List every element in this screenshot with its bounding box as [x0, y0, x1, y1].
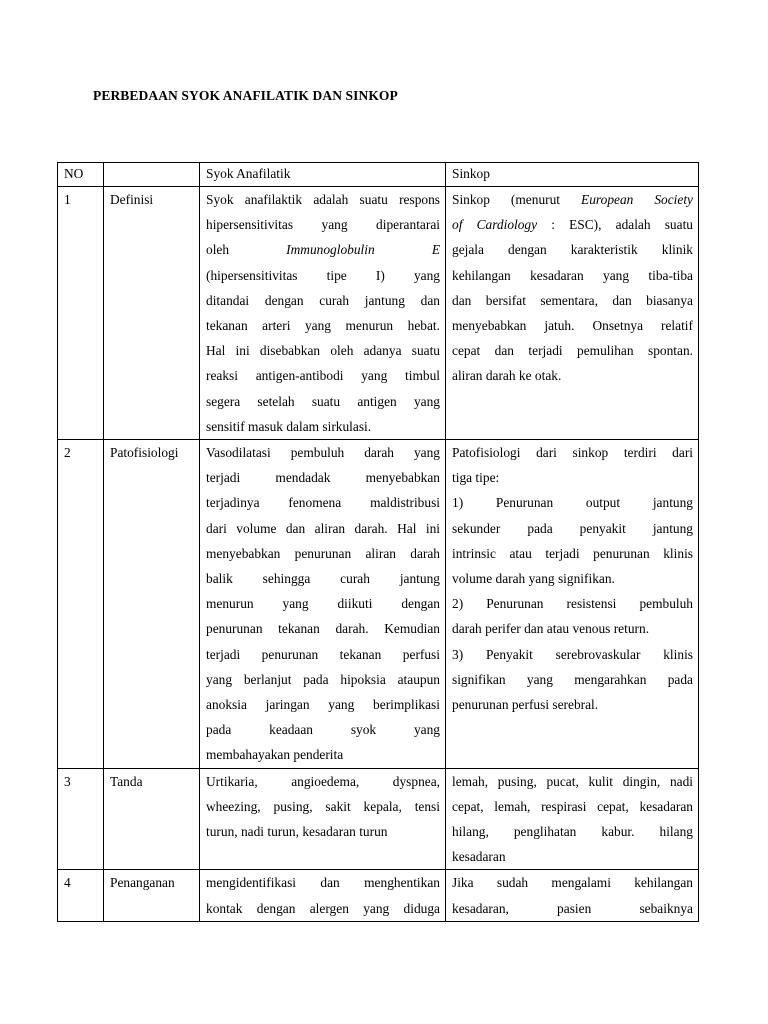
- cell-line: dan bersifat sementara, dan biasanya: [452, 292, 693, 308]
- cell-line: tiga tipe:: [452, 470, 500, 486]
- cell-line: hilang, penglihatan kabur. hilang: [452, 824, 693, 840]
- sinkop-cell: [446, 870, 699, 922]
- cell-line: pada keadaan syok yang: [206, 722, 440, 738]
- cell-line: terjadi penurunan tekanan perfusi: [206, 646, 440, 662]
- cell-line: Jika sudah mengalami kehilangan: [452, 875, 693, 891]
- cell-line: menyebabkan penurunan aliran darah: [206, 545, 440, 561]
- cell-line: cepat, lemah, respirasi cepat, kesadaran: [452, 798, 693, 814]
- syok-cell: [200, 187, 446, 440]
- cell-text: : ESC), adalah suatu: [551, 217, 693, 233]
- cell-line: [452, 212, 693, 237]
- row-number: 3: [58, 768, 104, 870]
- row-number: 4: [58, 870, 104, 922]
- cell-line: turun, nadi turun, kesadaran turun: [206, 824, 388, 840]
- cell-text: oleh: [206, 242, 230, 258]
- cell-line: yang berlanjut pada hipoksia ataupun: [206, 671, 440, 687]
- row-label: Definisi: [104, 187, 200, 440]
- row-number: 1: [58, 187, 104, 440]
- cell-line: ditandai dengan curah jantung dan: [206, 292, 440, 308]
- table-header-row: [58, 163, 699, 187]
- cell-line: (hipersensitivitas tipe I) yang: [206, 267, 440, 283]
- page-title: PERBEDAAN SYOK ANAFILATIK DAN SINKOP: [93, 88, 398, 103]
- cell-text-italic: Immunoglobulin: [286, 242, 375, 258]
- table-row: [58, 440, 699, 769]
- cell-line: aliran darah ke otak.: [452, 368, 562, 384]
- cell-line: terjadi mendadak menyebabkan: [206, 470, 440, 486]
- cell-line: mengidentifikasi dan menghentikan: [206, 875, 440, 891]
- header-syok: Syok Anafilatik: [200, 163, 446, 187]
- cell-line: lemah, pusing, pucat, kulit dingin, nadi: [452, 773, 693, 789]
- syok-cell: [200, 870, 446, 922]
- cell-line: reaksi antigen-antibodi yang timbul: [206, 368, 440, 384]
- cell-line: intrinsic atau terjadi penurunan klinis: [452, 545, 693, 561]
- cell-line: cepat dan terjadi pemulihan spontan.: [452, 343, 693, 359]
- cell-line: hipersensitivitas yang diperantarai: [206, 217, 440, 233]
- cell-line: volume darah yang signifikan.: [452, 571, 615, 587]
- header-no: NO: [58, 163, 104, 187]
- cell-line: signifikan yang mengarahkan pada: [452, 671, 693, 687]
- cell-line: darah perifer dan atau venous return.: [452, 621, 650, 637]
- cell-line: dari volume dan aliran darah. Hal ini: [206, 520, 440, 536]
- cell-line: balik sehingga curah jantung: [206, 571, 440, 587]
- cell-line: membahayakan penderita: [206, 747, 344, 763]
- cell-line: 3) Penyakit serebrovaskular klinis: [452, 646, 693, 662]
- cell-line: Hal ini disebabkan oleh adanya suatu: [206, 343, 440, 359]
- cell-line: tekanan arteri yang menurun hebat.: [206, 318, 440, 334]
- syok-cell: [200, 440, 446, 769]
- cell-line: wheezing, pusing, sakit kepala, tensi: [206, 798, 440, 814]
- cell-text-italic: of Cardiology: [452, 217, 538, 233]
- row-label: Patofisiologi: [104, 440, 200, 769]
- cell-text-italic: European Society: [581, 192, 693, 207]
- cell-line: kehilangan kesadaran yang tiba-tiba: [452, 267, 693, 283]
- cell-line: kesadaran: [452, 849, 506, 865]
- cell-line: anoksia jaringan yang berimplikasi: [206, 697, 440, 713]
- cell-line: 2) Penurunan resistensi pembuluh: [452, 596, 693, 612]
- cell-line: [452, 187, 693, 212]
- cell-line: 1) Penurunan output jantung: [452, 495, 693, 511]
- cell-line: penurunan perfusi serebral.: [452, 697, 599, 713]
- sinkop-cell: [446, 440, 699, 769]
- cell-line: Patofisiologi dari sinkop terdiri dari: [452, 445, 693, 461]
- row-label: Penanganan: [104, 870, 200, 922]
- sinkop-cell: [446, 187, 699, 440]
- table-row: [58, 187, 699, 440]
- cell-line: terjadinya fenomena maldistribusi: [206, 495, 440, 511]
- cell-line: gejala dengan karakteristik klinik: [452, 242, 693, 258]
- table-row: [58, 870, 699, 922]
- cell-line: menyebabkan jatuh. Onsetnya relatif: [452, 318, 693, 334]
- cell-line: kesadaran, pasien sebaiknya: [452, 900, 693, 916]
- comparison-table: [57, 162, 699, 922]
- row-label: Tanda: [104, 768, 200, 870]
- header-sinkop: Sinkop: [446, 163, 699, 187]
- cell-line: menurun yang diikuti dengan: [206, 596, 440, 612]
- cell-text-italic: E: [431, 242, 440, 258]
- cell-line: Urtikaria, angioedema, dyspnea,: [206, 773, 440, 789]
- header-blank: [104, 163, 200, 187]
- cell-line: [206, 237, 440, 262]
- cell-line: kontak dengan alergen yang diduga: [206, 900, 440, 916]
- cell-text: Sinkop (menurut: [452, 192, 561, 207]
- cell-line: Syok anafilaktik adalah suatu respons: [206, 192, 440, 207]
- row-number: 2: [58, 440, 104, 769]
- table-row: [58, 768, 699, 870]
- sinkop-cell: [446, 768, 699, 870]
- cell-line: penurunan tekanan darah. Kemudian: [206, 621, 440, 637]
- cell-line: sensitif masuk dalam sirkulasi.: [206, 418, 372, 434]
- cell-line: sekunder pada penyakit jantung: [452, 520, 693, 536]
- syok-cell: [200, 768, 446, 870]
- cell-line: Vasodilatasi pembuluh darah yang: [206, 445, 440, 461]
- cell-line: segera setelah suatu antigen yang: [206, 393, 440, 409]
